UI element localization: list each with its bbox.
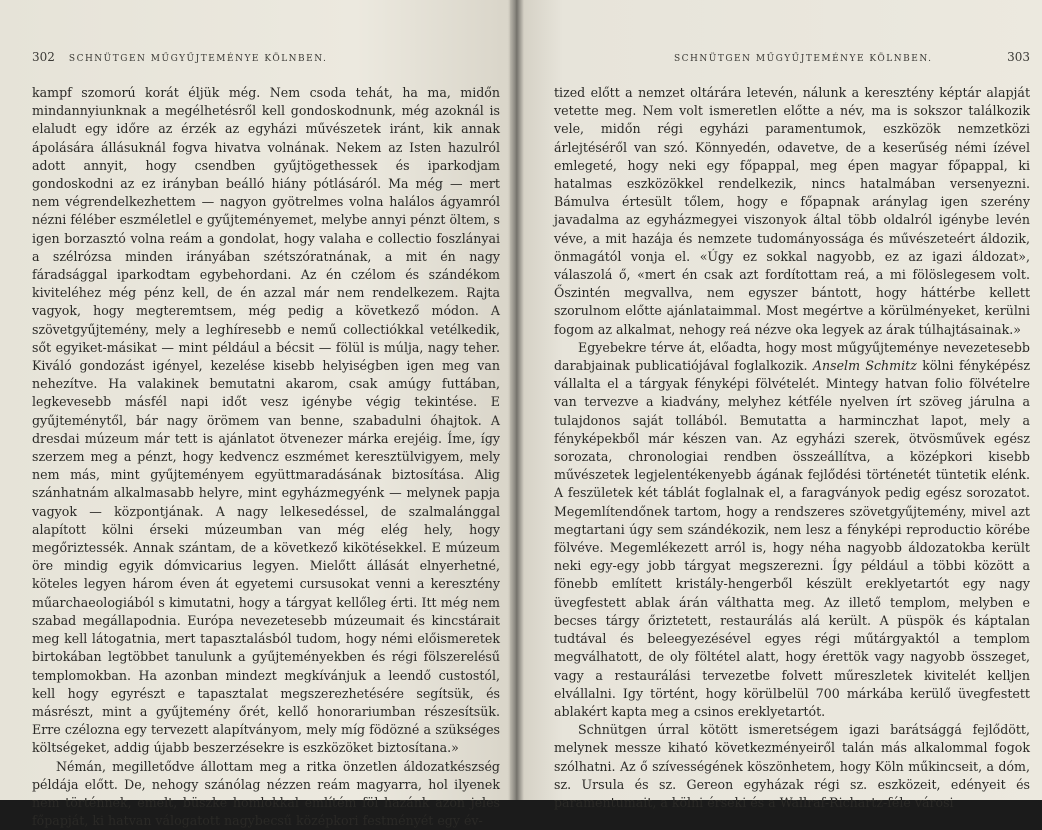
running-title: SCHNÜTGEN MŰGYŰJTEMÉNYE KÖLNBEN. [674,54,933,64]
paragraph: Egyebekre térve át, előadta, hogy most műgyűjteménye nevezetesebb darabjainak publicatiójával foglalkozik. Anselm Schmitz kölni fényképész vállalta el a tárgyak fényképi fölvételét. Mintegy hatvan folio fölvételre van tervezve a kiadvány, melyhez kétféle nyelven írt szöveg járulna a tulajdonos saját tollából. Bemutatta a harminczhat lapot, mely a fényképekből már készen van. Az egyházi szerek, ötvösművek egész sorozata, chronologiai rendben összeállítva, a középkori kisebb művészetek legjelentékenyebb ágának fejlődési történetét tüntetik elénk. A feszületek két táblát foglalnak el, a faragványok pedig egész sorozatot. Megemlítendőnek tartom, hogy a rendszeres szövetgyűjtemény, mivel azt megtartani úgy sem szándékozik, nem lesz a fényképi reproductio körébe fölvéve. Megemlékezett arról is, hogy néha nagyobb áldozatokba került neki egy-egy jobb tárgyat megszerezni. Így például a többi között a fönebb említett kristály-hengerből készült ereklyetartót egy nagy üvegfestett ablak árán válthatta meg. Az illető templom, melyben e becses tárgy őriztetett, restaurálás alá került. A püspök és káptalan tudtával és beleegyezésével egyes régi műtárgyaktól a templom megválhatott, de oly föltétel alatt, hogy érettök vagy nagyobb összeget, vagy a restaurálási tervezetbe folvett műreszletek kivitelét kelljen elvállalni. Igy történt, hogy körülbelül 700 márkába kerülő üvegfestett ablakért kapta meg a csinos ereklyetartót. [554,339,1030,719]
right-page [510,0,1042,810]
right-page-header [554,50,1030,68]
page-number: 302 [32,50,55,64]
italic-name: Anselm Schmitz [812,358,917,374]
running-title: SCHNÜTGEN MŰGYŰJTEMÉNYE KÖLNBEN. [68,54,328,64]
left-page-body [32,84,500,830]
left-page [0,0,510,829]
page-number: 303 [1007,50,1030,64]
right-page-body [554,84,1030,812]
paragraph: Némán, megilletődve állottam meg a ritka önzetlen áldozatkészség példája előtt. De, nehogy szánólag nézzen reám magyarra, hol ilyenek nem történnek, emelt, büszke homlokkal említém föl hazánk azon jeles főpapját, ki hatvan válogatott nagybecsű középkori festményét egy év- [32,758,500,829]
paragraph: kampf szomorú korát éljük még. Nem csoda tehát, ha ma, midőn mindannyiunknak a megélhetésről kell gondoskodnunk, még azoknál is elaludt egy időre az érzék az egyházi művészetek iránt, kik annak ápolására állásuknál fogva hivatva volnának. Nekem az Isten hazulról adott annyit, hogy csendben gyűjtögethessek és iparkodjam gondoskodni az ez irányban beálló hiány pótlásáról. Ma még — mert nem végrendelkezhettem — nagyon gyötrelmes volna halálos ágyamról nézni féléber eszméletlel e gyűjteményemet, melybe annyi pénzt öltem, s igen borzasztó volna reám a gondolat, hogy valaha e collectio foszlányai a szélrózsa minden irányában szétszóratnának, a mit én nagy fáradsággal iparkodtam egybehordani. Az én czélom és szándékom kiviteléhez még pénz kell, de én azzal már nem rendelkezem. Rajta vagyok, hogy megteremtsem, még pedig a következő módon. A szövetgyűjtemény, mely a leghíresebb e nemű collectiókkal vetélkedik, sőt egyiket-másikat — mint például a bécsit — fölül is múlja, nagy teher. Kiváló gondozást igényel, kezelése kisebb helyiségben igen meg van nehezítve. Ha valakinek bemutatni akarom, csak amúgy futtában, legkevesebb másfél napi időt vesz igénybe végig tekintése. E gyűjteménytől, bár nagy örömem van benne, szabadulni óhajtok. A dresdai múzeum már tett is ajánlatot ötvenezer márka erejéig. Íme, így szerzem meg a pénzt, hogy kedvencz eszmémet keresztülvigyem, mely nem más, mint gyűjteményem együttmaradásának biztosítása. Alig szánhatnám alkalmasabb helyre, mint egyházmegyénk — melynek papja vagyok — központjának. A nagy lelkesedéssel, de szalmalánggal alapított kölni érseki múzeumban van még elég hely, hogy megőriztessék. Annak szántam, de a következő kikötésekkel. E múzeum öre mindig egyik dómvicarius legyen. Mielőtt állását elnyerhetné, köteles legyen három éven át egyetemi cursusokat venni a keresztény műarchaeologiából s kimutatni, hogy a tárgyat kellőleg érti. Itt még nem szabad megállapodnia. Európa nevezetesebb múzeumait és kincstárait meg kell látogatnia, mert tapasztalásból tudom, hogy némi előismeretek birtokában legtöbbet tanulunk a gyűjteményekben és régi fölszerelésű templomokban. Ha azonban mindezt megkívánjuk a leendő custostól, kell hogy egyrészt e tapasztalat megszerezhetésére segítsük, és másrészt, mint a gyűjtemény őrét, kellő honorariumban részesítsük. Erre czélozna egy tervezett alapítványom, mely míg födözné a szükséges költségeket, addig újabb beszerzésekre is eszközöket biztosítana.» [32,85,500,756]
paragraph: tized előtt a nemzet oltárára letevén, nálunk a keresztény képtár alapját vetette meg. Nem volt ismeretlen előtte a név, ma is sokszor találkozik vele, midőn régi egyházi paramentumok, eszközök nemzetközi árlejtéséről van szó. Könnyedén, odavetve, de a keserűség némi ízével emlegeté, hogy neki egy főpappal, meg épen magyar főpappal, ki hatalmas eszközökkel rendelkezik, nincs hatalmában versenyezni. Bámulva értesült tőlem, hogy e főpapnak aránylag igen szerény javadalma az egyházmegyei viszonyok által több oldalról igénybe levén véve, a mit hazája és nemzete tudományossága és művészeteért áldozik, önmagától vonja el. «Úgy ez sokkal nagyobb, ez az igazi áldozat», válaszolá ő, «mert én csak azt fordítottam reá, a mi fölöslegesem volt. Őszintén megvallva, nem egyszer bántott, hogy háttérbe kellett szorulnom előtte ajánlataimmal. Most megértve a körülményeket, kerülni fogom az alkalmat, nehogy reá nézve oka legyek az árak túlhajtásainak.» [554,85,1030,337]
left-page-header [32,50,500,68]
paragraph: Schnütgen úrral kötött ismeretségem igazi barátsággá fejlődött, melynek messze kiható következményeiről talán más alkalommal fogok szólhatni. Az ő szívességének köszönhetem, hogy Köln műkincseit, a dóm, sz. Ursula és sz. Gereon egyházak régi sz. eszközeit, edényeit és paramentumait, a kölni érseki és a Wallraf-Richartz-féle városi [554,722,1030,810]
